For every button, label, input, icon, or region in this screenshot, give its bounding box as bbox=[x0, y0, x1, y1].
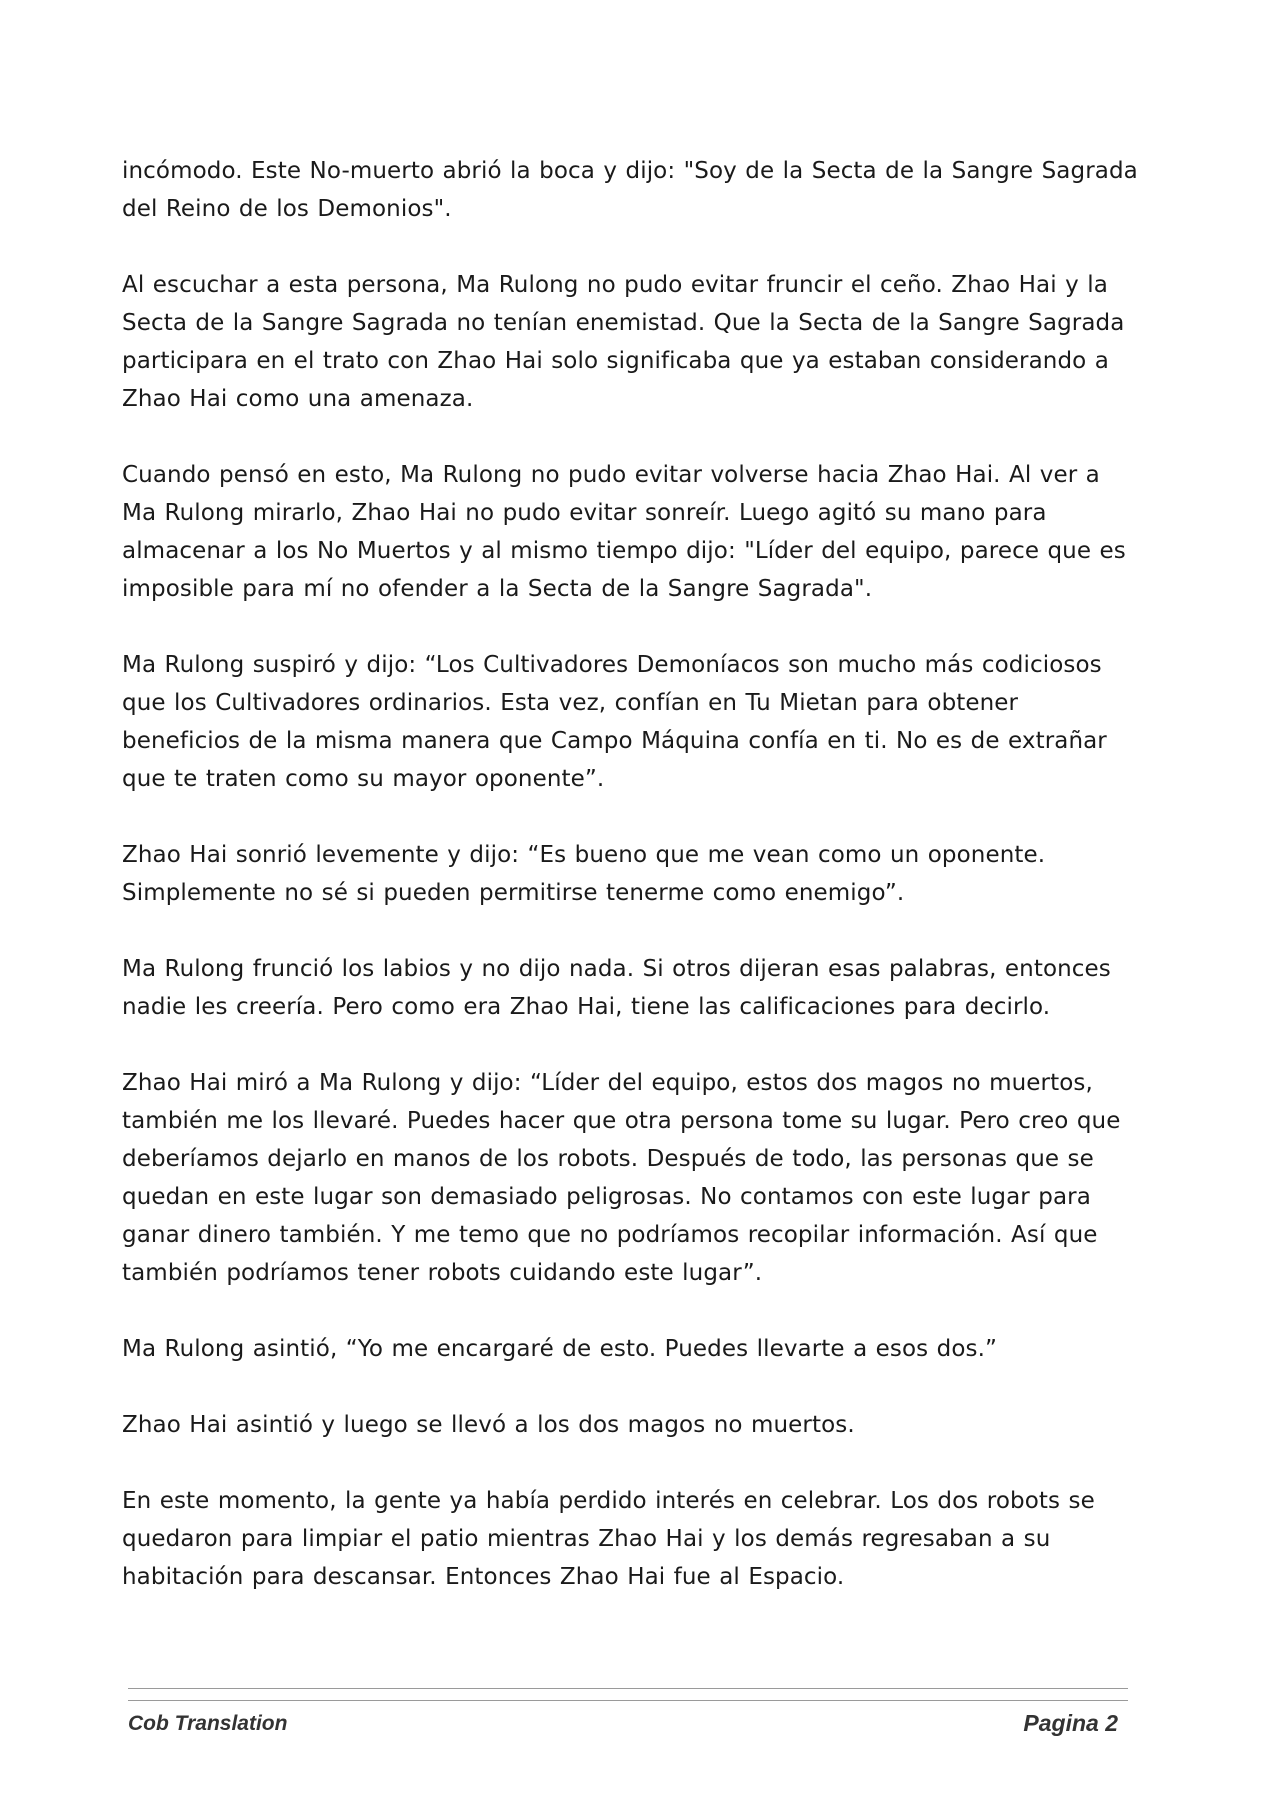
paragraph: Ma Rulong suspiró y dijo: “Los Cultivadores Demoníacos son mucho más codiciosos que los Cultivadores ordinarios. Esta vez, confían en Tu Mietan para obtener beneficios de la misma manera que Campo Máquina confía en ti. No es de extrañar que te traten como su mayor oponente”. bbox=[122, 652, 1107, 792]
paragraph: Ma Rulong frunció los labios y no dijo nada. Si otros dijeran esas palabras, entonces nadie les creería. Pero como era Zhao Hai, tiene las calificaciones para decirlo. bbox=[122, 956, 1111, 1020]
paragraph: Zhao Hai sonrió levemente y dijo: “Es bueno que me vean como un oponente. Simplemente no sé si pueden permitirse tenerme como enemigo”. bbox=[122, 842, 1046, 906]
paragraph: Al escuchar a esta persona, Ma Rulong no pudo evitar fruncir el ceño. Zhao Hai y la Secta de la Sangre Sagrada no tenían enemistad. Que la Secta de la Sangre Sagrada participara en el trato con Zhao Hai solo significaba que ya estaban considerando a Zhao Hai como una amenaza. bbox=[122, 272, 1125, 412]
document-body bbox=[122, 152, 1142, 1634]
footer-divider-bottom bbox=[128, 1700, 1128, 1701]
paragraph: Ma Rulong asintió, “Yo me encargaré de esto. Puedes llevarte a esos dos.” bbox=[122, 1336, 998, 1362]
paragraph: Zhao Hai miró a Ma Rulong y dijo: “Líder del equipo, estos dos magos no muertos, también me los llevaré. Puedes hacer que otra persona tome su lugar. Pero creo que deberíamos dejarlo en manos de los robots. Después de todo, las personas que se quedan en este lugar son demasiado peligrosas. No contamos con este lugar para ganar dinero también. Y me temo que no podríamos recopilar información. Así que también podríamos tener robots cuidando este lugar”. bbox=[122, 1070, 1121, 1286]
footer-divider-top bbox=[128, 1688, 1128, 1689]
paragraph: incómodo. Este No-muerto abrió la boca y dijo: "Soy de la Secta de la Sangre Sagrada del Reino de los Demonios". bbox=[122, 158, 1138, 222]
paragraph: Zhao Hai asintió y luego se llevó a los dos magos no muertos. bbox=[122, 1412, 855, 1438]
paragraph: Cuando pensó en esto, Ma Rulong no pudo evitar volverse hacia Zhao Hai. Al ver a Ma Rulong mirarlo, Zhao Hai no pudo evitar sonreír. Luego agitó su mano para almacenar a los No Muertos y al mismo tiempo dijo: "Líder del equipo, parece que es imposible para mí no ofender a la Secta de la Sangre Sagrada". bbox=[122, 462, 1126, 602]
page-number: Pagina 2 bbox=[1023, 1710, 1118, 1736]
footer-credit: Cob Translation bbox=[128, 1712, 288, 1735]
paragraph: En este momento, la gente ya había perdido interés en celebrar. Los dos robots se quedaron para limpiar el patio mientras Zhao Hai y los demás regresaban a su habitación para descansar. Entonces Zhao Hai fue al Espacio. bbox=[122, 1488, 1095, 1590]
